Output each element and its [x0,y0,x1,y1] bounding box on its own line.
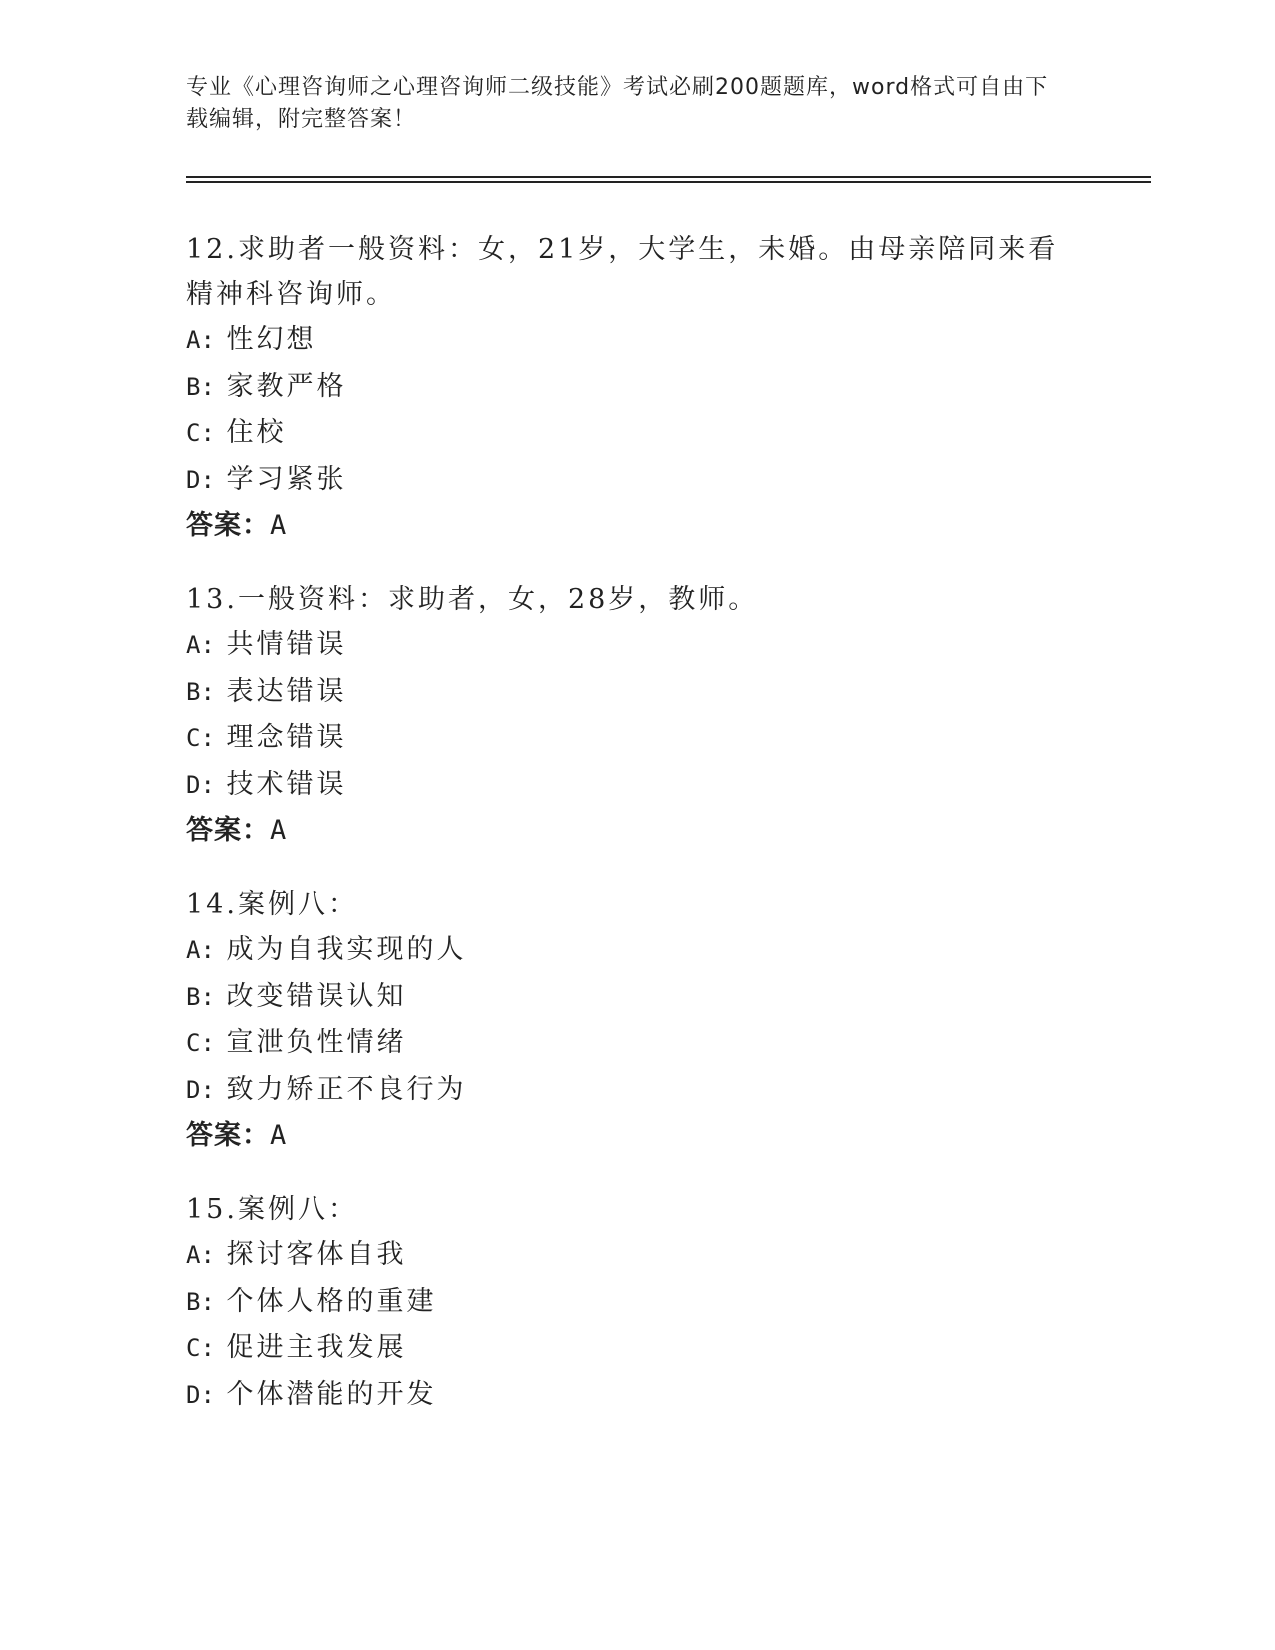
option-d [186,1372,1086,1419]
answer-value: A [270,510,288,541]
option-text: 探讨客体自我 [226,1239,407,1270]
option-letter: B: [186,1287,215,1316]
option-text: 改变错误认知 [226,980,407,1012]
option-d [186,762,1086,809]
answer-line [186,1113,1086,1158]
option-text: 理念错误 [226,722,347,753]
option-letter: B: [186,677,215,706]
option-text: 促进主我发展 [226,1332,407,1363]
option-text: 表达错误 [226,675,347,707]
option-text: 住校 [226,417,287,448]
option-b [186,1279,1086,1326]
question-12 [186,227,1086,548]
option-letter: B: [186,372,215,401]
option-a [186,622,1086,669]
answer-label: 答案： [186,1120,270,1151]
option-letter: A: [186,936,215,964]
option-letter: D: [186,465,215,494]
option-c [186,715,1086,762]
option-letter: D: [186,770,215,799]
option-text: 个体人格的重建 [226,1285,437,1317]
option-text: 性幻想 [226,324,317,355]
question-15 [186,1187,1086,1418]
option-d [186,457,1086,504]
option-text: 共情错误 [226,629,347,660]
option-d [186,1067,1086,1114]
option-c [186,1325,1086,1372]
option-text: 技术错误 [226,768,347,800]
option-b [186,669,1086,716]
option-letter: B: [186,982,215,1011]
question-stem: 13.一般资料：求助者，女，28岁，教师。 [186,584,759,615]
option-a [186,317,1086,364]
option-letter: A: [186,1241,215,1269]
option-letter: D: [186,1380,215,1409]
option-a [186,927,1086,974]
question-stem: 12.求助者一般资料：女，21岁，大学生，未婚。由母亲陪同来看精神科咨询师。 [186,234,1059,310]
option-b [186,364,1086,411]
option-b [186,974,1086,1021]
answer-label: 答案： [186,510,270,541]
question-14 [186,882,1086,1158]
option-text: 成为自我实现的人 [226,934,467,965]
option-letter: C: [186,419,215,447]
header-divider-top [186,176,1151,178]
answer-line [186,808,1086,853]
option-text: 个体潜能的开发 [226,1378,437,1410]
answer-line [186,503,1086,548]
option-letter: A: [186,326,215,354]
question-stem: 15.案例八： [186,1194,358,1225]
header-divider-bottom [186,181,1151,183]
option-c [186,410,1086,457]
option-letter: D: [186,1075,215,1104]
option-text: 宣泄负性情绪 [226,1027,407,1058]
answer-value: A [270,1120,288,1151]
option-text: 致力矫正不良行为 [226,1073,467,1105]
question-13 [186,577,1086,853]
option-c [186,1020,1086,1067]
option-letter: C: [186,724,215,752]
option-text: 家教严格 [226,370,347,402]
option-letter: C: [186,1029,215,1057]
answer-value: A [270,815,288,846]
option-letter: C: [186,1334,215,1362]
document-header-title: 专业《心理咨询师之心理咨询师二级技能》考试必刷200题题库，word格式可自由下载编辑，附完整答案！ [186,75,1049,132]
option-text: 学习紧张 [226,463,347,495]
question-stem: 14.案例八： [186,889,358,920]
answer-label: 答案： [186,815,270,846]
option-letter: A: [186,631,215,659]
option-a [186,1232,1086,1279]
